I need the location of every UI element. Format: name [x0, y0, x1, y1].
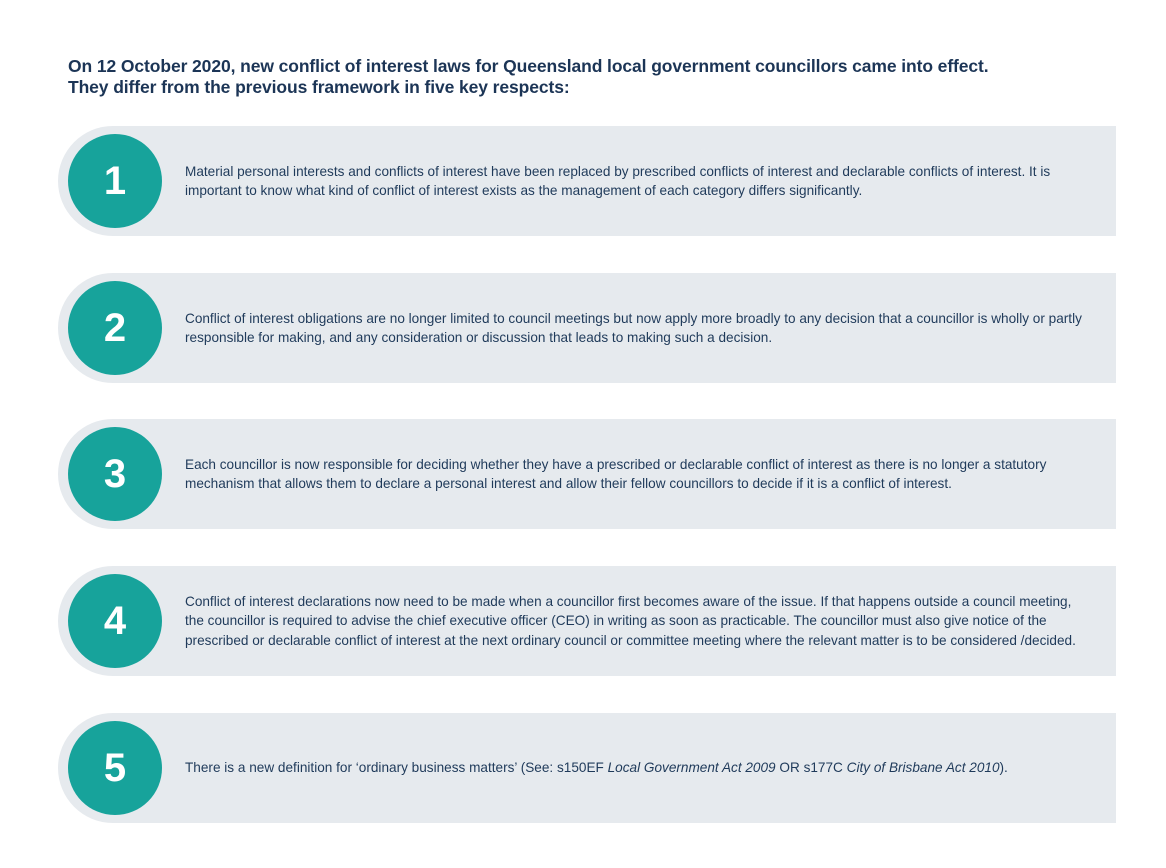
respect-item-5: [0, 713, 1166, 823]
number-badge: 1: [68, 134, 162, 228]
intro-line-1: On 12 October 2020, new conflict of interest laws for Queensland local government councillors came into effect.: [68, 56, 989, 76]
item-text-container: [185, 713, 1090, 823]
act-title-city-of-brisbane: City of Brisbane Act 2010: [846, 760, 1000, 776]
respect-item-3: [0, 419, 1166, 529]
item-text: Conflict of interest obligations are no longer limited to council meetings but now apply more broadly to any decision that a councillor is wholly or partly responsible for making, and any consideration or discussion that leads to making such a decision.: [185, 310, 1082, 345]
item-text: Material personal interests and conflicts of interest have been replaced by prescribed conflicts of interest and declarable conflicts of interest. It is important to know what kind of conflict of interest exists as the management of each category differs significantly.: [185, 163, 1051, 198]
item-text-part: There is a new definition for ‘ordinary business matters’ (See: s150EF: [185, 760, 608, 776]
number-badge: 5: [68, 721, 162, 815]
number-badge: 4: [68, 574, 162, 668]
item-text-container: [185, 419, 1090, 529]
item-text: Each councillor is now responsible for deciding whether they have a prescribed or declarable conflict of interest as there is no longer a statutory mechanism that allows them to declare a personal interest and allow their fellow councillors to decide if it is a conflict of interest.: [185, 456, 1047, 491]
intro-heading: [68, 56, 1108, 98]
item-text: Conflict of interest declarations now need to be made when a councillor first becomes aware of the issue. If that happens outside a council meeting, the councillor is required to advise the chief executive officer (CEO) in writing as soon as practicable. The councillor must also give notice of the prescribed or declarable conflict of interest at the next ordinary council or committee meeting where the relevant matter is to be considered /decided.: [185, 594, 1076, 648]
item-text-part: ).: [999, 760, 1008, 776]
number-badge: 3: [68, 427, 162, 521]
item-text-part: OR s177C: [775, 760, 847, 776]
number-badge: 2: [68, 281, 162, 375]
respect-item-4: [0, 566, 1166, 676]
respect-item-1: [0, 126, 1166, 236]
respect-item-2: [0, 273, 1166, 383]
act-title-local-government: Local Government Act 2009: [607, 760, 776, 776]
item-text-container: [185, 126, 1090, 236]
item-text: [185, 758, 1090, 777]
item-text-container: [185, 273, 1090, 383]
intro-line-2: They differ from the previous framework in five key respects:: [68, 77, 570, 97]
item-text-container: [185, 566, 1090, 676]
